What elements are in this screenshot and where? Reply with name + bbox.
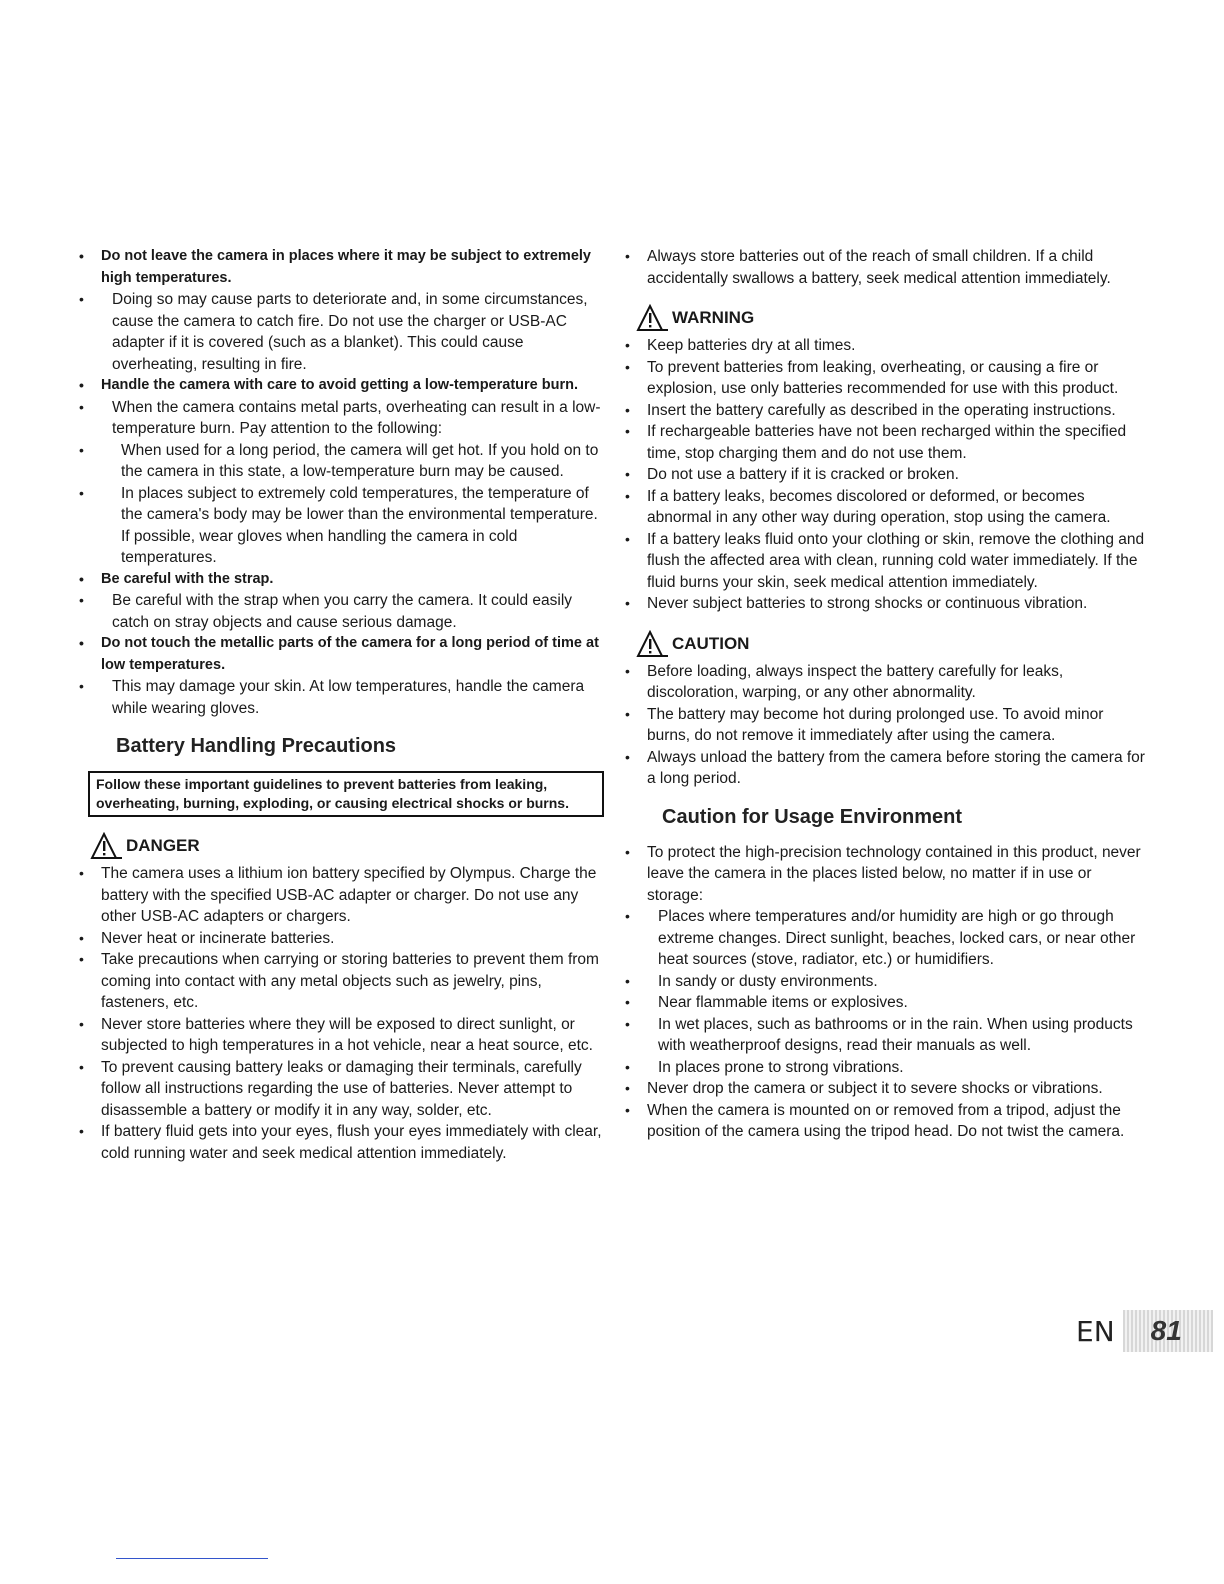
sub-bullet-text: • Places where temperatures and/or humidity are high or go through extreme changes. Direct sunlight, beaches, locked cars, or near other heat sources (stove, radiator, etc.) or humidifiers.: [634, 906, 1150, 971]
sub-bullet-text: • In places subject to extremely cold temperatures, the temperature of the camera's body may be lower than the environmental temperature. If possible, wear gloves when handling the camera in cold temperatures.: [88, 483, 604, 569]
caution-item: • Always unload the battery from the camera before storing the camera for a long period.: [634, 747, 1150, 790]
boxed-note: Follow these important guidelines to prevent batteries from leaking, overheating, burning, exploding, or causing electrical shocks or burns.: [88, 771, 604, 817]
left-column: [88, 246, 604, 1164]
page-number: 81: [1123, 1310, 1213, 1352]
danger-item: • If battery fluid gets into your eyes, flush your eyes immediately with clear, cold running water and seek medical attention immediately.: [88, 1121, 604, 1164]
warning-item: • Keep batteries dry at all times.: [634, 335, 1150, 357]
bullet-heading: • Do not touch the metallic parts of the camera for a long period of time at low temperatures.: [88, 633, 604, 676]
bullet-text: • This may damage your skin. At low temperatures, handle the camera while wearing gloves.: [88, 676, 604, 719]
warning-item: • If a battery leaks fluid onto your clothing or skin, remove the clothing and flush the affected area with clean, running cold water immediately. If the fluid burns your skin, seek medical attention immediately.: [634, 529, 1150, 594]
sub-bullet-text: • Near flammable items or explosives.: [634, 992, 1150, 1014]
danger-item: • Take precautions when carrying or storing batteries to prevent them from coming into contact with any metal objects such as jewelry, pins, fasteners, etc.: [88, 949, 604, 1014]
bullet-heading: • Do not leave the camera in places where it may be subject to extremely high temperatures.: [88, 246, 604, 289]
sub-bullet-text: • In sandy or dusty environments.: [634, 971, 1150, 993]
bullet-text: • Never drop the camera or subject it to severe shocks or vibrations.: [634, 1078, 1150, 1100]
danger-item: • To prevent causing battery leaks or damaging their terminals, carefully follow all instructions regarding the use of batteries. Never attempt to disassemble a battery or modify it in any way, solder, etc.: [88, 1057, 604, 1122]
warning-item: • To prevent batteries from leaking, overheating, or causing a fire or explosion, use only batteries recommended for use with this product.: [634, 357, 1150, 400]
bullet-text: • When the camera contains metal parts, overheating can result in a low-temperature burn. Pay attention to the following:: [88, 397, 604, 440]
warning-item: • If a battery leaks, becomes discolored or deformed, or becomes abnormal in any other way during operation, stop using the camera.: [634, 486, 1150, 529]
warning-item: • Never subject batteries to strong shocks or continuous vibration.: [634, 593, 1150, 615]
bullet-heading: • Handle the camera with care to avoid getting a low-temperature burn.: [88, 375, 604, 397]
danger-label: DANGER: [126, 836, 200, 855]
danger-heading: [90, 831, 604, 861]
right-column: [634, 246, 1150, 1143]
bullet-heading: • Be careful with the strap.: [88, 569, 604, 591]
sub-bullet-text: • When used for a long period, the camera will get hot. If you hold on to the camera in this state, a low-temperature burn may be caused.: [88, 440, 604, 483]
danger-item: • The camera uses a lithium ion battery specified by Olympus. Charge the battery with the specified USB-AC adapter or charger. Do not use any other USB-AC adapters or chargers.: [88, 863, 604, 928]
warning-item: • If rechargeable batteries have not been recharged within the specified time, stop charging them and do not use them.: [634, 421, 1150, 464]
warning-triangle-icon: [90, 832, 124, 860]
section-title: Caution for Usage Environment: [662, 805, 963, 828]
bullet-text: • Be careful with the strap when you carry the camera. It could easily catch on stray objects and cause serious damage.: [88, 590, 604, 633]
warning-label: WARNING: [672, 308, 755, 327]
caution-label: CAUTION: [672, 633, 750, 653]
caution-item: • Before loading, always inspect the battery carefully for leaks, discoloration, warping, or any other abnormality.: [634, 661, 1150, 704]
bullet-text: • Always store batteries out of the reach of small children. If a child accidentally swallows a battery, seek medical attention immediately.: [634, 246, 1150, 289]
warning-triangle-icon: [636, 630, 670, 658]
warning-item: • Do not use a battery if it is cracked or broken.: [634, 464, 1150, 486]
sub-bullet-text: • In wet places, such as bathrooms or in the rain. When using products with weatherproof designs, read their manuals as well.: [634, 1014, 1150, 1057]
footer-rule: [116, 1558, 268, 1559]
page-number-block: [1076, 1310, 1213, 1352]
caution-item: • The battery may become hot during prolonged use. To avoid minor burns, do not remove it immediately after using the camera.: [634, 704, 1150, 747]
caution-heading: [636, 629, 1150, 659]
warning-triangle-icon: [636, 304, 670, 332]
bullet-text: • Doing so may cause parts to deteriorate and, in some circumstances, cause the camera to catch fire. Do not use the charger or USB-AC adapter if it is covered (such as a blanket). This could cause overheating, resulting in fire.: [88, 289, 604, 375]
section-title: Battery Handling Precautions: [116, 735, 397, 757]
warning-heading: [636, 303, 1150, 333]
bullet-text: • When the camera is mounted on or removed from a tripod, adjust the position of the camera using the tripod head. Do not twist the camera.: [634, 1100, 1150, 1143]
danger-item: • Never heat or incinerate batteries.: [88, 928, 604, 950]
sub-bullet-text: • In places prone to strong vibrations.: [634, 1057, 1150, 1079]
bullet-text: • To protect the high-precision technology contained in this product, never leave the camera in the places listed below, no matter if in use or storage:: [634, 842, 1150, 907]
language-code: EN: [1076, 1314, 1115, 1348]
warning-item: • Insert the battery carefully as described in the operating instructions.: [634, 400, 1150, 422]
danger-item: • Never store batteries where they will be exposed to direct sunlight, or subjected to high temperatures in a hot vehicle, near a heat source, etc.: [88, 1014, 604, 1057]
